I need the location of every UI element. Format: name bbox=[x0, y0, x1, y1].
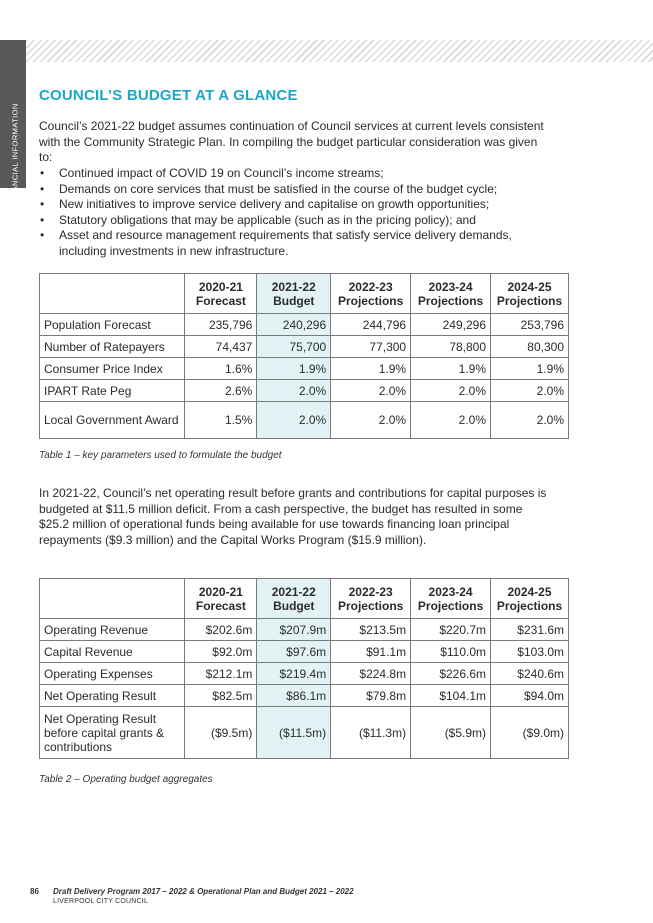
table-cell: $79.8m bbox=[331, 685, 411, 707]
table-caption: Table 2 – Operating budget aggregates bbox=[39, 774, 213, 785]
table-cell: $240.6m bbox=[491, 663, 569, 685]
table-cell: ($11.5m) bbox=[257, 707, 331, 759]
table-cell: $219.4m bbox=[257, 663, 331, 685]
row-label: Number of Ratepayers bbox=[40, 336, 185, 358]
key-parameters-table bbox=[39, 273, 569, 439]
header-year: 2023-24 bbox=[428, 584, 473, 599]
table-cell: 1.5% bbox=[185, 402, 257, 439]
table-cell: 244,796 bbox=[331, 314, 411, 336]
table-cell: ($9.0m) bbox=[491, 707, 569, 759]
header-label: Projections bbox=[496, 293, 563, 308]
row-label: Local Government Award bbox=[40, 402, 185, 439]
header-year: 2021-22 bbox=[271, 584, 316, 599]
row-label: Population Forecast bbox=[40, 314, 185, 336]
row-label: Net Operating Result before capital grants & contributions bbox=[40, 707, 185, 759]
header-label: Forecast bbox=[195, 598, 246, 613]
table-row bbox=[40, 641, 569, 663]
table-cell: 80,300 bbox=[491, 336, 569, 358]
table-row bbox=[40, 619, 569, 641]
list-item: • Demands on core services that must be satisfied in the course of the budget cycle; bbox=[39, 182, 559, 198]
header-cell bbox=[185, 579, 257, 619]
table-cell: 2.0% bbox=[331, 402, 411, 439]
table-cell: 235,796 bbox=[185, 314, 257, 336]
table-cell: 78,800 bbox=[411, 336, 491, 358]
table-cell: ($11.3m) bbox=[331, 707, 411, 759]
footer-title: Draft Delivery Program 2017 – 2022 & Operational Plan and Budget 2021 – 2022 bbox=[53, 887, 354, 896]
header-cell bbox=[411, 274, 491, 314]
table-cell: $82.5m bbox=[185, 685, 257, 707]
header-year: 2024-25 bbox=[507, 279, 552, 294]
table-row bbox=[40, 402, 569, 439]
row-label: Operating Expenses bbox=[40, 663, 185, 685]
table-cell: $104.1m bbox=[411, 685, 491, 707]
table-row bbox=[40, 336, 569, 358]
table-cell: $231.6m bbox=[491, 619, 569, 641]
table-row bbox=[40, 663, 569, 685]
table-cell: $226.6m bbox=[411, 663, 491, 685]
header-label: Projections bbox=[337, 598, 404, 613]
header-year: 2023-24 bbox=[428, 279, 473, 294]
table-cell: 2.0% bbox=[411, 380, 491, 402]
header-cell bbox=[257, 579, 331, 619]
header-cell bbox=[491, 274, 569, 314]
header-label: Forecast bbox=[195, 293, 246, 308]
table-row bbox=[40, 358, 569, 380]
table-cell: $202.6m bbox=[185, 619, 257, 641]
table-cell: 1.6% bbox=[185, 358, 257, 380]
header-cell bbox=[411, 579, 491, 619]
list-item: • Continued impact of COVID 19 on Council’s income streams; bbox=[39, 166, 559, 182]
decorative-hatch-band bbox=[26, 40, 653, 62]
header-cell bbox=[185, 274, 257, 314]
operating-result-paragraph: In 2021-22, Council’s net operating result before grants and contributions for capital purposes is budgeted at $11.5 million deficit. From a cash perspective, the budget has resulted in some $25.2 million of operational funds being available for use towards financing loan principal repayments ($9.3 million) and the Capital Works Program ($15.9 million). bbox=[39, 486, 547, 547]
header-year: 2021-22 bbox=[271, 279, 316, 294]
table-cell: 2.0% bbox=[257, 402, 331, 439]
header-year: 2022-23 bbox=[348, 584, 393, 599]
row-label: Capital Revenue bbox=[40, 641, 185, 663]
list-item: • Statutory obligations that may be applicable (such as in the pricing policy); and bbox=[39, 213, 559, 229]
table-cell: $86.1m bbox=[257, 685, 331, 707]
header-cell bbox=[331, 579, 411, 619]
table-cell: ($5.9m) bbox=[411, 707, 491, 759]
table-cell: 2.6% bbox=[185, 380, 257, 402]
consideration-list bbox=[39, 166, 559, 259]
table-header-row bbox=[40, 274, 569, 314]
header-label: Projections bbox=[496, 598, 563, 613]
table-cell: 2.0% bbox=[491, 402, 569, 439]
header-label: Projections bbox=[417, 598, 484, 613]
section-sidebar-tab bbox=[0, 40, 26, 205]
table-cell: $94.0m bbox=[491, 685, 569, 707]
table-row bbox=[40, 380, 569, 402]
table-cell: 253,796 bbox=[491, 314, 569, 336]
footer-subtitle: LIVERPOOL CITY COUNCIL bbox=[53, 898, 149, 905]
table-cell: 240,296 bbox=[257, 314, 331, 336]
table-cell: $110.0m bbox=[411, 641, 491, 663]
header-cell bbox=[491, 579, 569, 619]
table-cell: 77,300 bbox=[331, 336, 411, 358]
table-cell: 1.9% bbox=[491, 358, 569, 380]
header-label: Budget bbox=[273, 293, 315, 308]
table-cell: $213.5m bbox=[331, 619, 411, 641]
header-label: Projections bbox=[417, 293, 484, 308]
table-cell: 1.9% bbox=[411, 358, 491, 380]
table-cell: 1.9% bbox=[257, 358, 331, 380]
operating-budget-table bbox=[39, 578, 569, 759]
header-year: 2024-25 bbox=[507, 584, 552, 599]
table-cell: $92.0m bbox=[185, 641, 257, 663]
list-item: • Asset and resource management requirements that satisfy service delivery demands, including investments in new infrastructure. bbox=[39, 228, 559, 259]
table-cell: 249,296 bbox=[411, 314, 491, 336]
header-cell-empty bbox=[40, 274, 185, 314]
page-title: COUNCIL’S BUDGET AT A GLANCE bbox=[39, 87, 298, 104]
page-number: 86 bbox=[30, 887, 39, 896]
table-cell: $220.7m bbox=[411, 619, 491, 641]
header-cell-empty bbox=[40, 579, 185, 619]
table-caption: Table 1 – key parameters used to formulate the budget bbox=[39, 450, 282, 461]
table-cell: ($9.5m) bbox=[185, 707, 257, 759]
table-cell: $207.9m bbox=[257, 619, 331, 641]
table-cell: $97.6m bbox=[257, 641, 331, 663]
header-year: 2022-23 bbox=[348, 279, 393, 294]
table-header-row bbox=[40, 579, 569, 619]
table-cell: 74,437 bbox=[185, 336, 257, 358]
table-cell: 2.0% bbox=[411, 402, 491, 439]
table-cell: 2.0% bbox=[331, 380, 411, 402]
table-cell: 2.0% bbox=[491, 380, 569, 402]
row-label: Net Operating Result bbox=[40, 685, 185, 707]
table-cell: 1.9% bbox=[331, 358, 411, 380]
sidebar-label: FINANCIAL INFORMATION bbox=[10, 103, 20, 205]
header-cell bbox=[331, 274, 411, 314]
header-label: Budget bbox=[273, 598, 315, 613]
intro-paragraph: Council’s 2021-22 budget assumes continuation of Council services at current levels consistent with the Community Strategic Plan. In compiling the budget particular consideration was given to: bbox=[39, 119, 544, 164]
table-row bbox=[40, 707, 569, 759]
row-label: IPART Rate Peg bbox=[40, 380, 185, 402]
header-year: 2020-21 bbox=[198, 279, 243, 294]
list-item: • New initiatives to improve service delivery and capitalise on growth opportunities; bbox=[39, 197, 559, 213]
table-cell: $103.0m bbox=[491, 641, 569, 663]
row-label: Consumer Price Index bbox=[40, 358, 185, 380]
row-label: Operating Revenue bbox=[40, 619, 185, 641]
table-cell: 75,700 bbox=[257, 336, 331, 358]
header-year: 2020-21 bbox=[198, 584, 243, 599]
table-cell: $224.8m bbox=[331, 663, 411, 685]
header-label: Projections bbox=[337, 293, 404, 308]
table-row bbox=[40, 685, 569, 707]
table-cell: $91.1m bbox=[331, 641, 411, 663]
header-cell bbox=[257, 274, 331, 314]
table-row bbox=[40, 314, 569, 336]
table-cell: $212.1m bbox=[185, 663, 257, 685]
table-cell: 2.0% bbox=[257, 380, 331, 402]
